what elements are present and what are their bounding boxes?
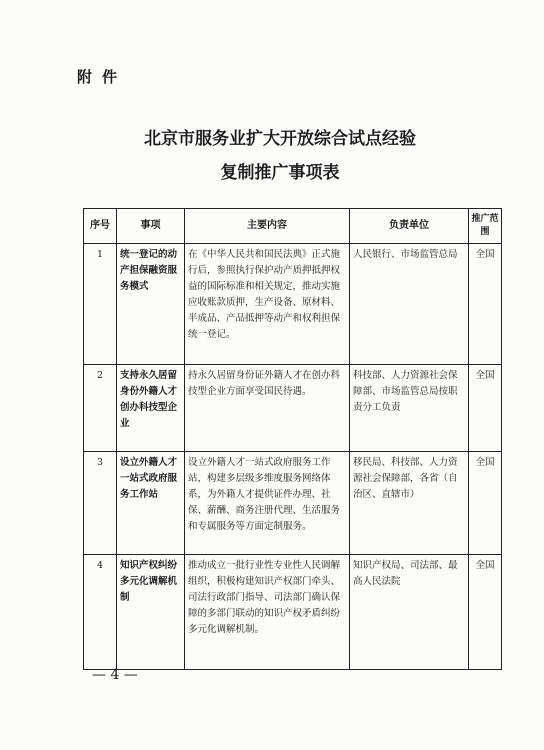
cell-scope: 全国 xyxy=(469,555,502,670)
document-title-line-1: 北京市服务业扩大开放综合试点经验 xyxy=(144,129,416,149)
cell-content: 持永久居留身份证外籍人才在创办科技型企业方面享受国民待遇。 xyxy=(185,365,350,452)
cell-num: 2 xyxy=(84,365,117,452)
cell-content: 设立外籍人才一站式政府服务工作站，构建多层级多维度服务网络体系，为外籍人才提供证件办理、社保、薪酬、商务注册代理、生活服务和专属服务等方面定制服务。 xyxy=(185,452,350,555)
cell-content: 推动成立一批行业性专业性人民调解组织，积极构建知识产权部门牵头、司法行政部门指导、司法部门确认保障的多部门联动的知识产权矛盾纠纷多元化调解机制。 xyxy=(185,555,350,670)
cell-scope: 全国 xyxy=(469,452,502,555)
page-number: — 4 — xyxy=(92,667,138,683)
cell-item: 设立外籍人才一站式政府服务工作站 xyxy=(117,452,185,555)
cell-item: 知识产权纠纷多元化调解机制 xyxy=(117,555,185,670)
cell-num: 4 xyxy=(84,555,117,670)
cell-content: 在《中华人民共和国民法典》正式施行后，参照执行保护动产质押抵押权益的国际标准和相关规定，推动实施应收账款质押，生产设备、原材料、半成品、产品抵押等动产和权利担保统一登记。 xyxy=(185,244,350,365)
cell-num: 3 xyxy=(84,452,117,555)
table-row xyxy=(84,244,502,365)
header-scope: 推广范围 xyxy=(469,209,502,244)
cell-item: 支持永久居留身份外籍人才创办科技型企业 xyxy=(117,365,185,452)
attachment-label: 附件 xyxy=(77,68,128,86)
header-unit: 负责单位 xyxy=(350,209,469,244)
cell-unit: 科技部、人力资源社会保障部、市场监管总局按职责分工负责 xyxy=(350,365,469,452)
cell-unit: 知识产权局、司法部、最高人民法院 xyxy=(350,555,469,670)
header-num: 序号 xyxy=(84,209,117,244)
document-title-line-2: 复制推广事项表 xyxy=(220,163,340,183)
cell-scope: 全国 xyxy=(469,244,502,365)
cell-unit: 人民银行、市场监管总局 xyxy=(350,244,469,365)
cell-item: 统一登记的动产担保融资服务模式 xyxy=(117,244,185,365)
measures-table xyxy=(83,208,502,670)
header-content: 主要内容 xyxy=(185,209,350,244)
header-item: 事项 xyxy=(117,209,185,244)
table-row xyxy=(84,452,502,555)
cell-scope: 全国 xyxy=(469,365,502,452)
cell-unit: 移民局、科技部、人力资源社会保障部，各省（自治区、直辖市） xyxy=(350,452,469,555)
table-row xyxy=(84,365,502,452)
cell-num: 1 xyxy=(84,244,117,365)
table-row xyxy=(84,555,502,670)
table-header-row xyxy=(84,209,502,244)
